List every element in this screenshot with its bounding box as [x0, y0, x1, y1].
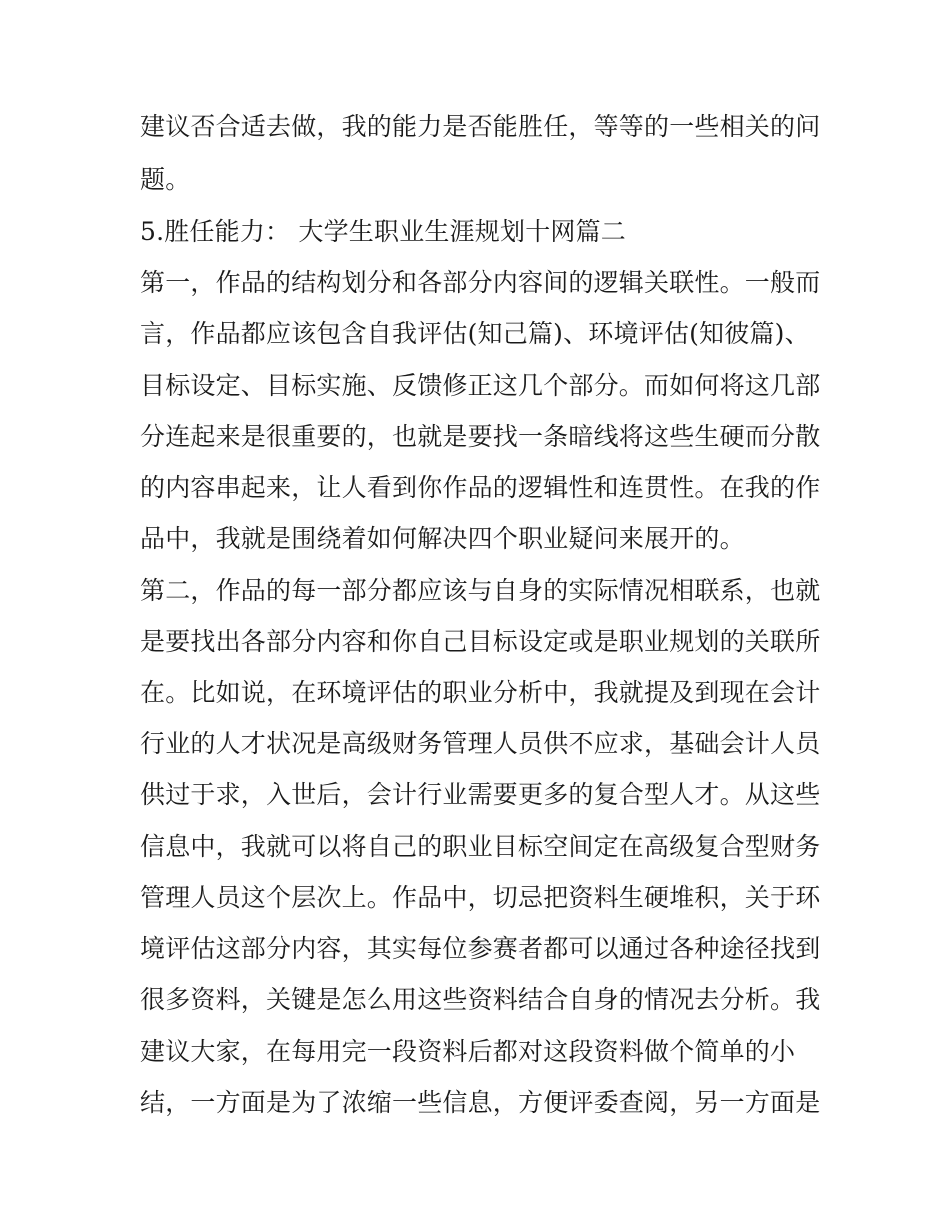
text-line: 在。比如说，在环境评估的职业分析中，我就提及到现在会计 — [140, 678, 821, 707]
text-line: 第一，作品的结构划分和各部分内容间的逻辑关联性。一般而 — [140, 268, 821, 297]
text-line: 很多资料，关键是怎么用这些资料结合自身的情况去分析。我 — [140, 985, 821, 1014]
text-line: 的内容串起来，让人看到你作品的逻辑性和连贯性。在我的作 — [140, 473, 821, 502]
text-line: 建议否合适去做，我的能力是否能胜任，等等的一些相关的问 — [140, 112, 821, 141]
section-heading: 5.胜任能力： 大学生职业生涯规划十网篇二 — [140, 217, 627, 246]
text-line: 目标设定、目标实施、反馈修正这几个部分。而如何将这几部 — [140, 371, 821, 400]
text-line: 境评估这部分内容，其实每位参赛者都可以通过各种途径找到 — [140, 934, 821, 963]
text-line: 信息中，我就可以将自己的职业目标空间定在高级复合型财务 — [140, 832, 821, 861]
text-line: 管理人员这个层次上。作品中，切忌把资料生硬堆积，关于环 — [140, 883, 821, 912]
text-line: 供过于求，入世后，会计行业需要更多的复合型人才。从这些 — [140, 780, 821, 809]
text-line: 第二，作品的每一部分都应该与自身的实际情况相联系，也就 — [140, 576, 821, 605]
text-line: 题。 — [140, 165, 191, 194]
text-line: 行业的人才状况是高级财务管理人员供不应求，基础会计人员 — [140, 729, 821, 758]
text-line: 是要找出各部分内容和你自己目标设定或是职业规划的关联所 — [140, 627, 821, 656]
text-line: 分连起来是很重要的，也就是要找一条暗线将这些生硬而分散 — [140, 422, 821, 451]
text-line: 结，一方面是为了浓缩一些信息，方便评委查阅，另一方面是 — [140, 1088, 821, 1117]
text-line: 建议大家，在每用完一段资料后都对这段资料做个简单的小 — [140, 1037, 796, 1066]
text-line: 品中，我就是围绕着如何解决四个职业疑问来展开的。 — [140, 524, 745, 553]
text-line: 言，作品都应该包含自我评估(知己篇)、环境评估(知彼篇)、 — [140, 319, 810, 348]
